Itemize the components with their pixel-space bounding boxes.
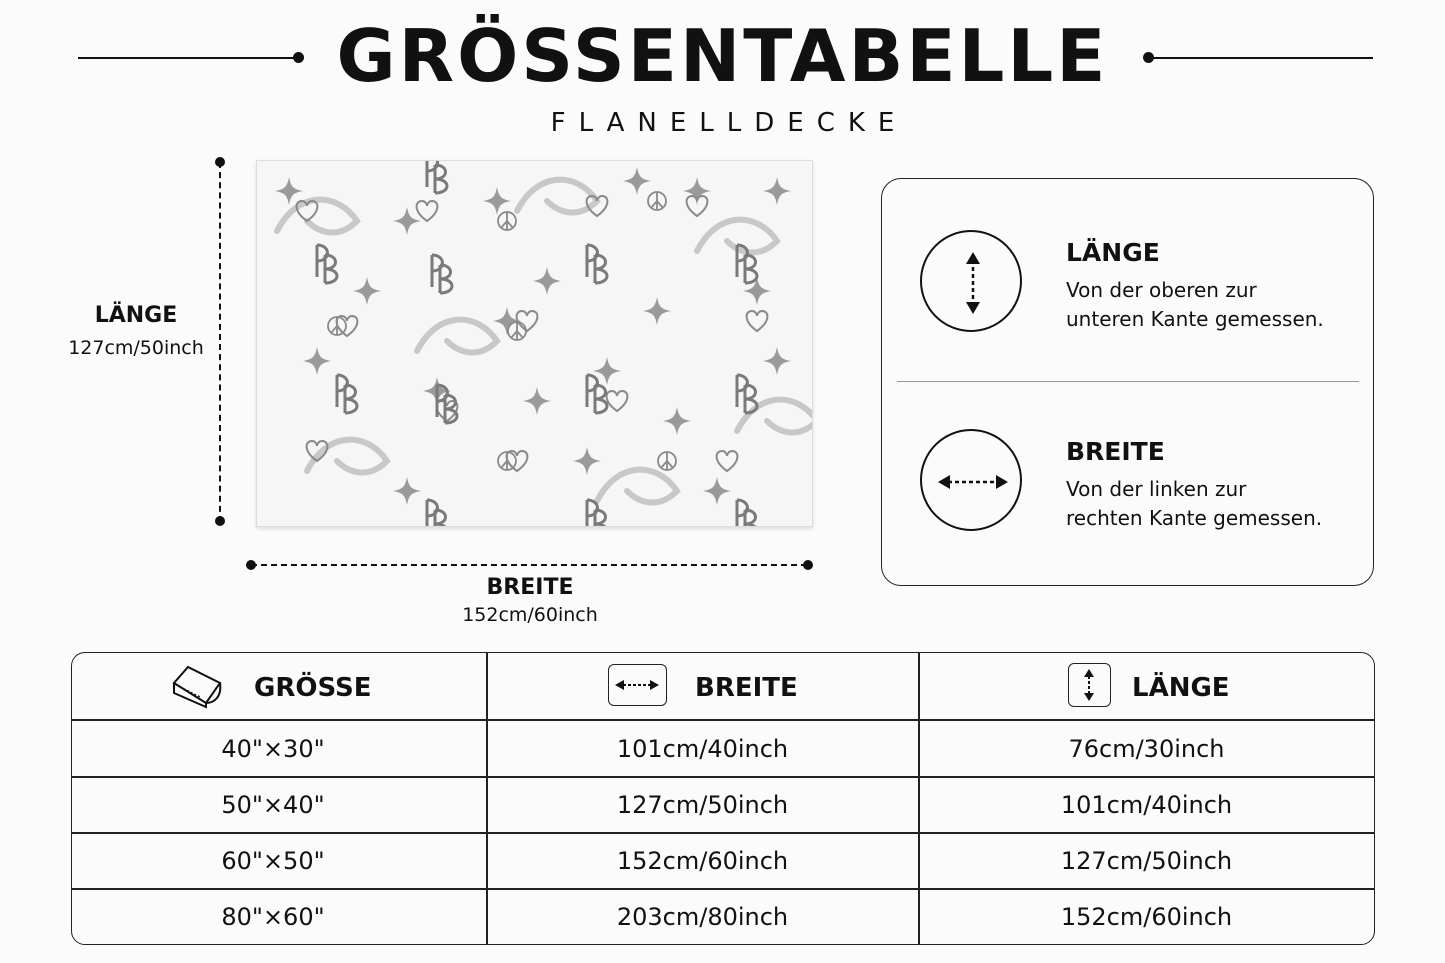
- vertical-arrow-icon: [1068, 663, 1111, 707]
- table-cell-width: 127cm/50inch: [616, 791, 789, 819]
- star-motif: [393, 477, 421, 505]
- page-title: GRÖSSENTABELLE: [336, 14, 1109, 98]
- star-motif: [623, 167, 651, 195]
- star-motif: [663, 407, 691, 435]
- table-cell-size: 40"×30": [221, 735, 325, 763]
- table-cell-length: 101cm/40inch: [1060, 791, 1233, 819]
- table-cell-length: 76cm/30inch: [1068, 735, 1225, 763]
- heart-motif: [337, 316, 358, 336]
- width-dimension-line: [251, 564, 807, 566]
- table-cell-width: 203cm/80inch: [616, 903, 789, 931]
- monogram-motif: [432, 255, 452, 293]
- vertical-arrow-icon: [920, 230, 1022, 332]
- peace-sign-motif: [661, 452, 673, 470]
- star-motif: [303, 347, 331, 375]
- horizontal-arrow-icon: [608, 664, 667, 706]
- star-motif: [573, 447, 601, 475]
- length-value: 127cm/50inch: [68, 337, 204, 359]
- table-cell-width: 101cm/40inch: [616, 735, 789, 763]
- star-motif: [523, 387, 551, 415]
- swirl-ornament: [517, 180, 597, 213]
- heart-motif: [717, 451, 738, 471]
- blanket-pattern: [257, 161, 812, 526]
- star-motif: [483, 187, 511, 215]
- table-cell-width: 152cm/60inch: [616, 847, 789, 875]
- info-length-line2: unteren Kante gemessen.: [1066, 307, 1324, 331]
- table-cell-length: 127cm/50inch: [1060, 847, 1233, 875]
- row-divider: [72, 776, 1374, 778]
- blanket-image: [256, 160, 813, 527]
- star-motif: [353, 277, 381, 305]
- heart-motif: [417, 201, 438, 221]
- table-header-size: GRÖSSE: [254, 673, 372, 703]
- table-header-length: LÄNGE: [1132, 673, 1230, 703]
- info-length-heading: LÄNGE: [1066, 238, 1160, 267]
- monogram-motif: [337, 375, 357, 413]
- width-value: 152cm/60inch: [462, 604, 598, 626]
- card-divider: [897, 381, 1359, 382]
- monogram-motif: [737, 500, 757, 526]
- monogram-motif: [427, 161, 447, 193]
- length-label: LÄNGE: [94, 303, 178, 328]
- swirl-ornament: [417, 320, 497, 353]
- monogram-motif: [587, 375, 607, 413]
- peace-sign-motif: [651, 192, 663, 210]
- star-motif: [643, 297, 671, 325]
- folded-blanket-icon: [170, 663, 226, 709]
- monogram-motif: [317, 245, 337, 283]
- length-dot-bottom: [215, 516, 225, 526]
- swirl-ornament: [597, 470, 677, 503]
- header-divider: [72, 719, 1374, 721]
- length-dimension-line: [219, 162, 221, 522]
- monogram-motif: [587, 500, 607, 526]
- table-header-width: BREITE: [695, 673, 798, 703]
- width-label: BREITE: [486, 575, 574, 600]
- peace-sign-motif: [501, 212, 513, 230]
- swirl-ornament: [737, 400, 812, 433]
- star-motif: [533, 267, 561, 295]
- heart-motif: [507, 451, 528, 471]
- heart-motif: [607, 391, 628, 411]
- page-subtitle: FLANELLDECKE: [550, 108, 908, 138]
- table-cell-length: 152cm/60inch: [1060, 903, 1233, 931]
- info-width-line2: rechten Kante gemessen.: [1066, 506, 1323, 530]
- width-dot-right: [803, 560, 813, 570]
- monogram-motif: [427, 500, 447, 526]
- star-motif: [763, 177, 791, 205]
- table-cell-size: 50"×40": [221, 791, 325, 819]
- table-cell-size: 60"×50": [221, 847, 325, 875]
- star-motif: [763, 347, 791, 375]
- swirl-ornament: [307, 440, 387, 473]
- info-width-heading: BREITE: [1066, 437, 1165, 466]
- monogram-motif: [587, 245, 607, 283]
- heart-motif: [747, 311, 768, 331]
- header-line-right: [1148, 57, 1373, 59]
- info-width-line1: Von der linken zur: [1066, 477, 1247, 501]
- star-motif: [743, 277, 771, 305]
- info-length-line1: Von der oberen zur: [1066, 278, 1257, 302]
- row-divider: [72, 832, 1374, 834]
- star-motif: [703, 477, 731, 505]
- heart-motif: [687, 196, 708, 216]
- table-cell-size: 80"×60": [221, 903, 325, 931]
- horizontal-arrow-icon: [920, 429, 1022, 531]
- row-divider: [72, 888, 1374, 890]
